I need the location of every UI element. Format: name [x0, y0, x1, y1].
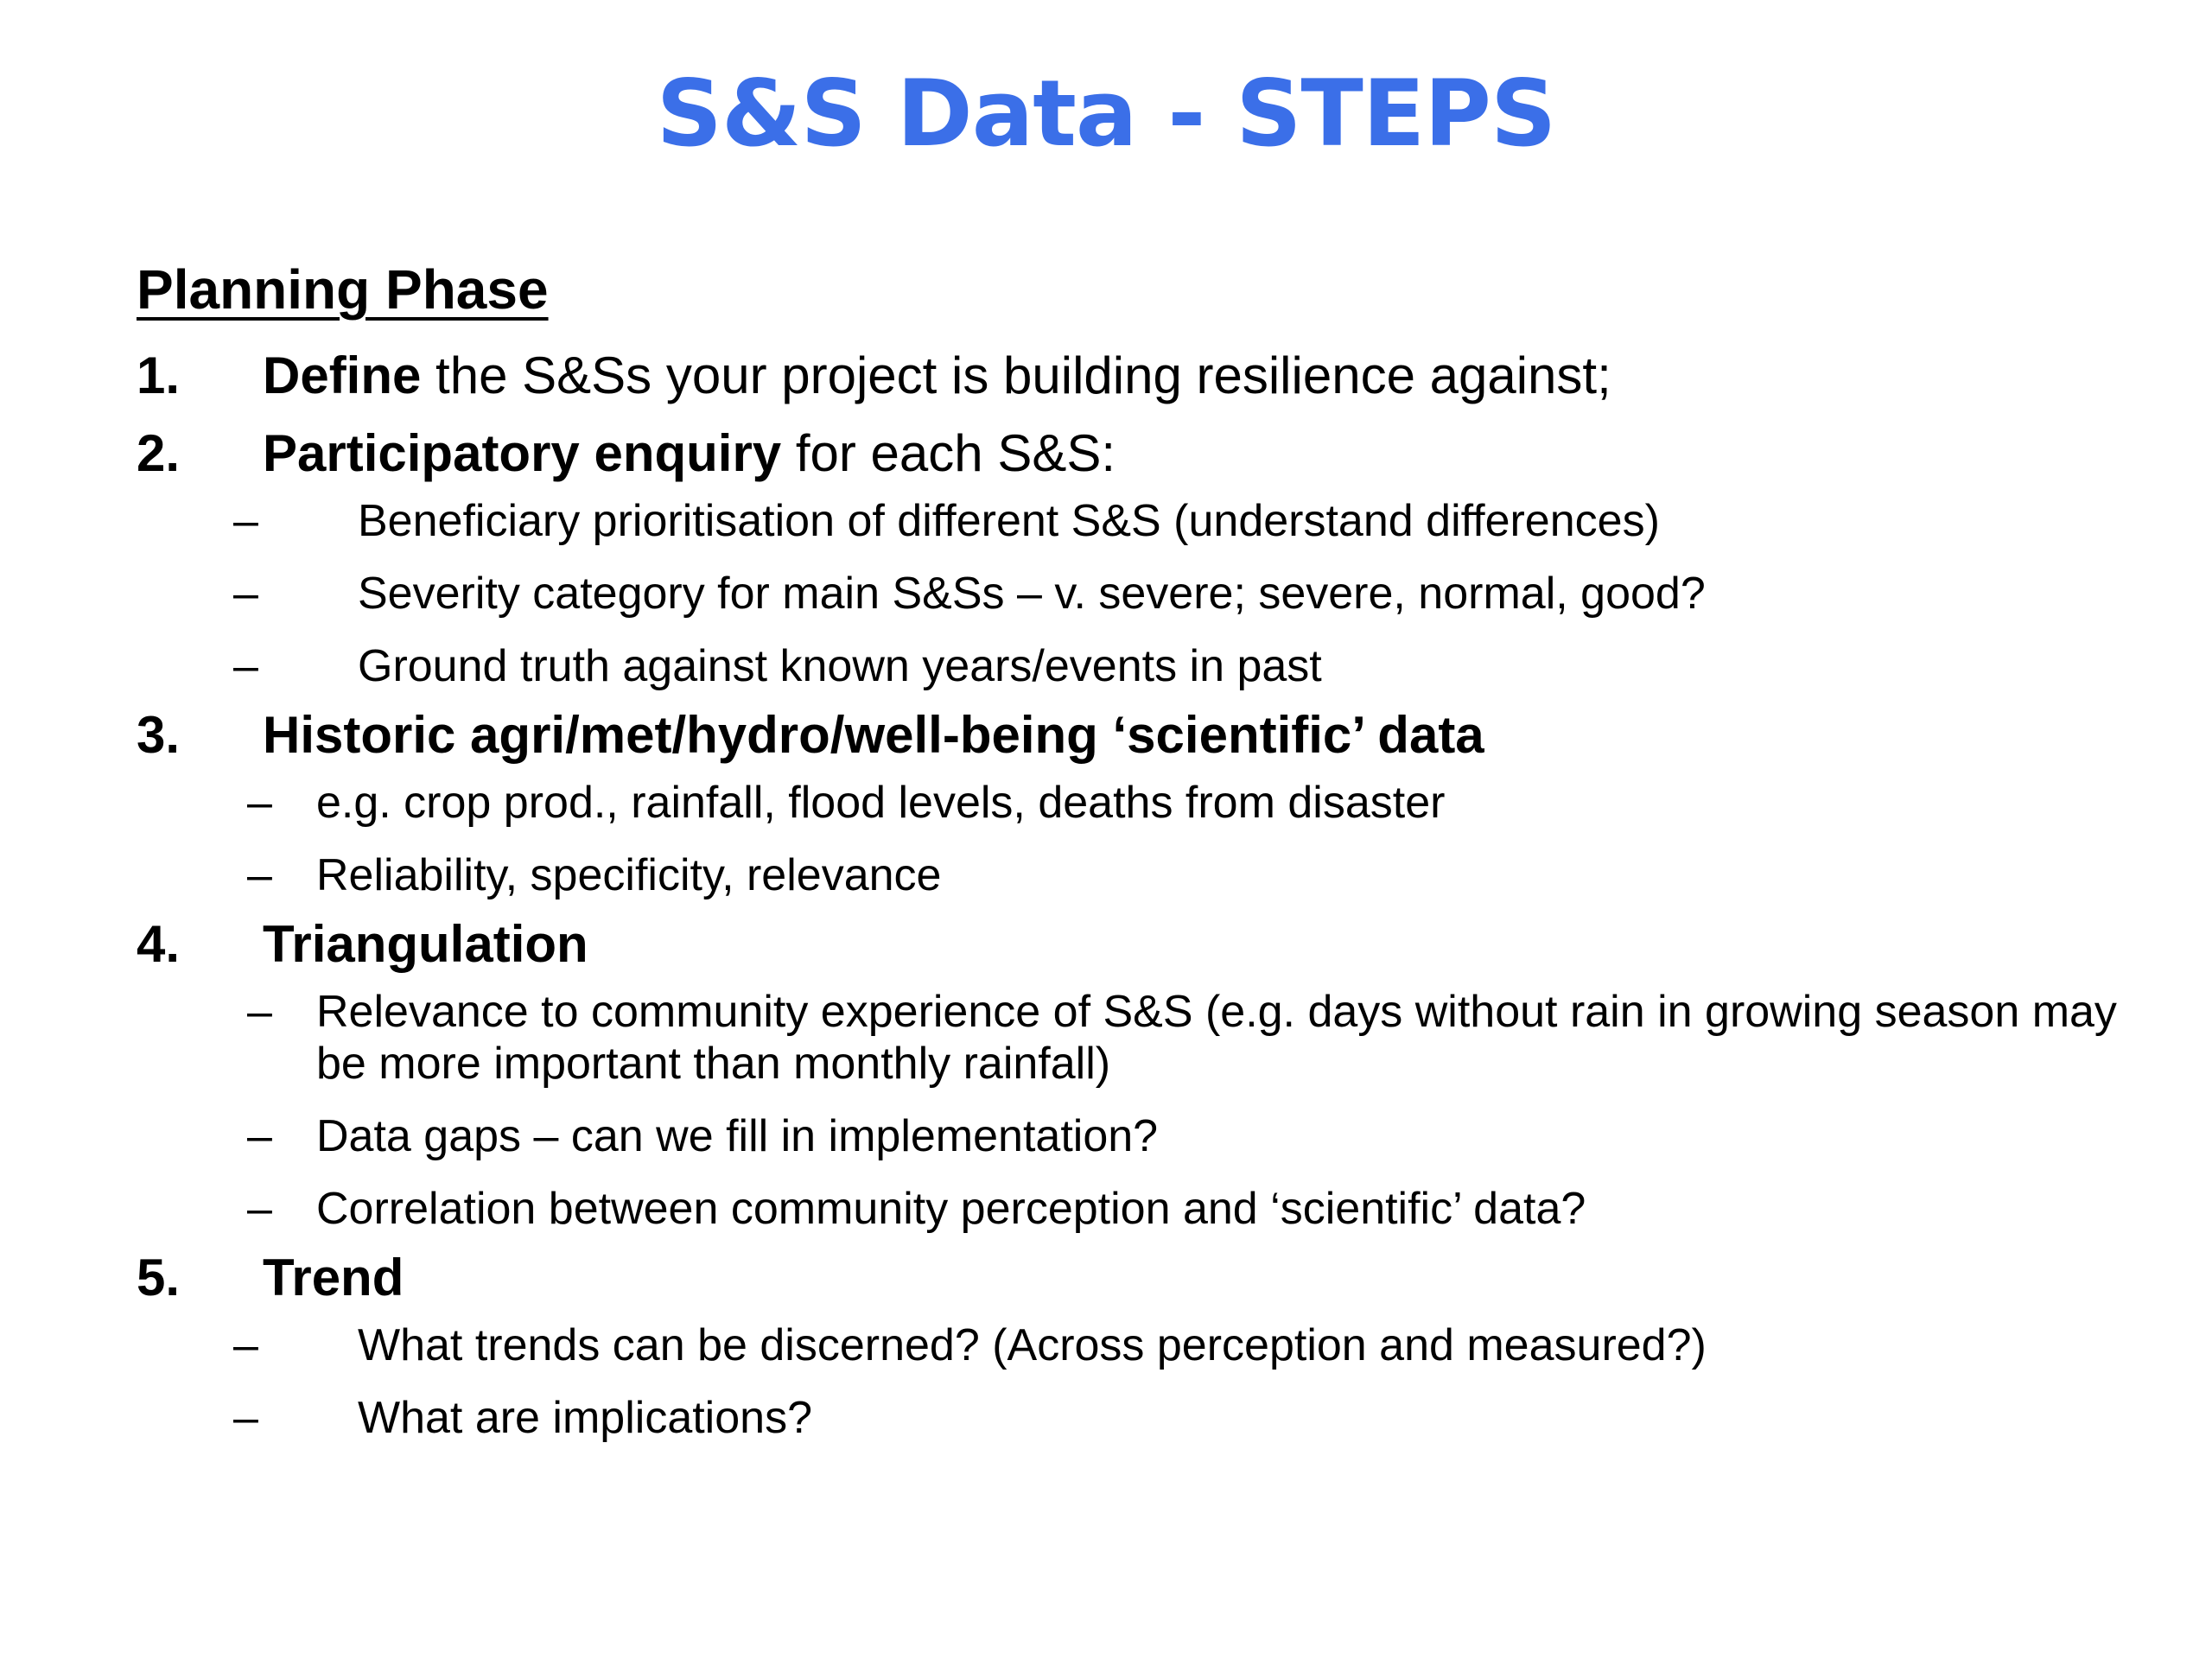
step-text: [263, 910, 588, 979]
step-number: 1.: [137, 346, 181, 404]
step-4: [137, 910, 2124, 979]
sub-item-text: What are implications?: [358, 1393, 812, 1443]
dash-bullet: –: [247, 778, 272, 828]
sub-item-text: Beneficiary prioritisation of different S&S (understand differences): [358, 496, 1660, 546]
step-text: [263, 341, 1611, 410]
step-number: 3.: [137, 706, 181, 764]
step-rest: for each S&S:: [781, 424, 1116, 482]
dash-bullet: –: [233, 496, 258, 546]
sub-item: [137, 849, 2124, 901]
dash-bullet: –: [247, 1111, 272, 1161]
step-number: 2.: [137, 424, 181, 482]
step-text: [263, 701, 1484, 770]
step-2: [137, 419, 2124, 488]
step-keyword: Triangulation: [263, 915, 588, 973]
phase-heading: Planning Phase: [137, 258, 549, 321]
step-rest: the S&Ss your project is building resilience against;: [421, 346, 1611, 404]
sub-item: [137, 1392, 2124, 1444]
step-text: [263, 419, 1116, 488]
sub-item: [137, 640, 2124, 692]
step-number: 5.: [137, 1249, 181, 1306]
step-3: [137, 701, 2124, 770]
sub-item: [137, 1110, 2124, 1162]
sub-item-text: Ground truth against known years/events in past: [358, 641, 1322, 691]
slide-body: [137, 255, 2124, 1444]
step-1: [137, 341, 2124, 410]
sub-item: [137, 777, 2124, 829]
step-keyword: Participatory enquiry: [263, 424, 782, 482]
dash-bullet: –: [247, 850, 272, 900]
sub-item: [137, 568, 2124, 620]
slide-title: S&S Data - STEPS: [656, 60, 1556, 167]
sub-item-text: e.g. crop prod., rainfall, flood levels, deaths from disaster: [316, 778, 1446, 828]
sub-item-text: Reliability, specificity, relevance: [316, 850, 942, 900]
sub-item-text: Correlation between community perception and ‘scientific’ data?: [316, 1184, 1586, 1234]
dash-bullet: –: [247, 1184, 272, 1234]
sub-item: [137, 1319, 2124, 1371]
dash-bullet: –: [233, 641, 258, 691]
sub-item: [137, 986, 2124, 1090]
step-number: 4.: [137, 915, 181, 973]
sub-item-text: Data gaps – can we fill in implementation?: [316, 1111, 1159, 1161]
dash-bullet: –: [233, 569, 258, 619]
step-keyword: Define: [263, 346, 422, 404]
sub-item-text: What trends can be discerned? (Across perception and measured?): [358, 1320, 1707, 1370]
sub-item-text: Relevance to community experience of S&S (e.g. days without rain in growing season may be more important than monthly rainfall): [316, 987, 2117, 1089]
sub-item: [137, 495, 2124, 547]
sub-item: [137, 1183, 2124, 1235]
step-keyword: Historic agri/met/hydro/well-being ‘scientific’ data: [263, 706, 1484, 764]
dash-bullet: –: [247, 987, 272, 1037]
step-keyword: Trend: [263, 1249, 404, 1306]
dash-bullet: –: [233, 1393, 258, 1443]
step-text: [263, 1243, 404, 1313]
dash-bullet: –: [233, 1320, 258, 1370]
step-5: [137, 1243, 2124, 1313]
sub-item-text: Severity category for main S&Ss – v. severe; severe, normal, good?: [358, 569, 1706, 619]
